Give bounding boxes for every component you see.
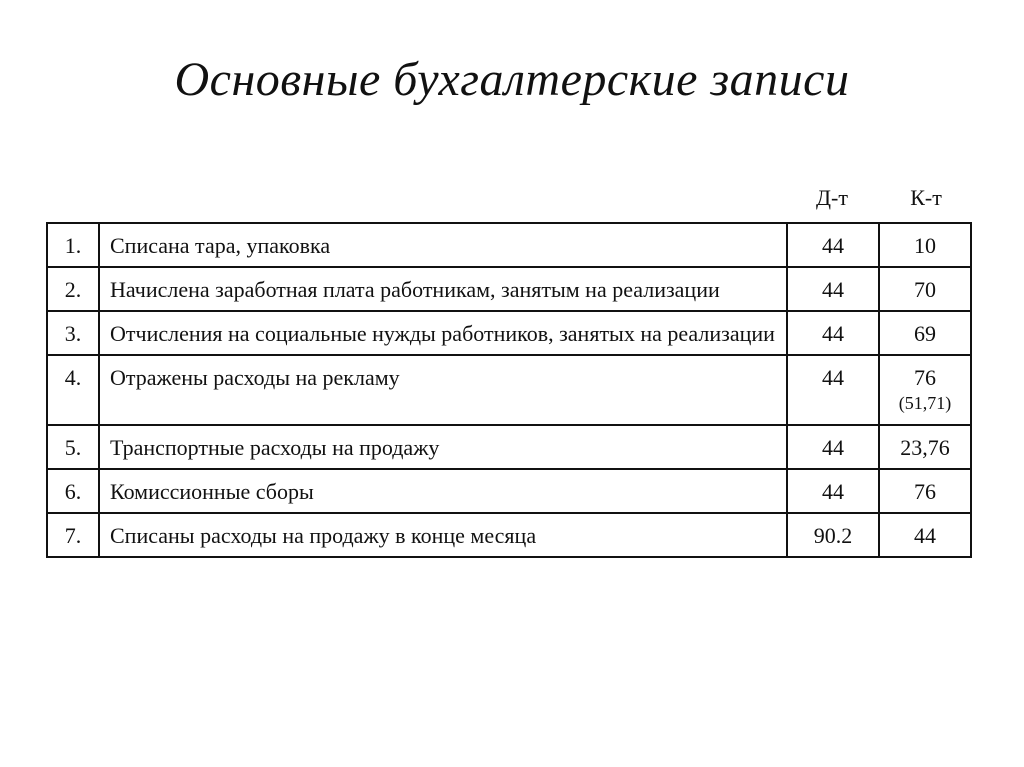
row-debit: 44 (787, 469, 879, 513)
row-debit: 90.2 (787, 513, 879, 557)
row-debit: 44 (787, 425, 879, 469)
row-debit: 44 (787, 355, 879, 425)
row-description: Отчисления на социальные нужды работников, занятых на реализации (99, 311, 787, 355)
row-number: 6. (47, 469, 99, 513)
page-title: Основные бухгалтерские записи (174, 53, 850, 106)
table-row (47, 267, 971, 311)
table-row (47, 425, 971, 469)
row-debit: 44 (787, 267, 879, 311)
row-description: Начислена заработная плата работникам, занятым на реализации (99, 267, 787, 311)
accounting-entries-table (46, 222, 972, 558)
row-credit-value: 23,76 (900, 435, 950, 460)
row-number: 5. (47, 425, 99, 469)
column-headers (0, 185, 1024, 213)
row-credit (879, 425, 971, 469)
row-description: Списаны расходы на продажу в конце месяца (99, 513, 787, 557)
row-description: Отражены расходы на рекламу (99, 355, 787, 425)
table-row (47, 513, 971, 557)
row-credit-value: 70 (914, 277, 936, 302)
row-number: 1. (47, 223, 99, 267)
row-credit (879, 513, 971, 557)
row-description: Транспортные расходы на продажу (99, 425, 787, 469)
row-description: Списана тара, упаковка (99, 223, 787, 267)
debit-column-header: Д-т (816, 185, 848, 210)
row-credit-subaccounts: (51,71) (898, 393, 952, 413)
row-number: 2. (47, 267, 99, 311)
row-description: Комиссионные сборы (99, 469, 787, 513)
row-credit-value: 44 (914, 523, 936, 548)
row-credit-value: 10 (914, 233, 936, 258)
row-debit: 44 (787, 223, 879, 267)
row-credit (879, 223, 971, 267)
row-credit (879, 267, 971, 311)
row-credit (879, 311, 971, 355)
row-credit-value: 76 (914, 479, 936, 504)
table-row (47, 223, 971, 267)
row-credit (879, 469, 971, 513)
credit-column-header: К-т (910, 185, 942, 210)
row-debit: 44 (787, 311, 879, 355)
table-row (47, 469, 971, 513)
table-row (47, 311, 971, 355)
row-credit-value: 76 (914, 365, 936, 390)
row-number: 4. (47, 355, 99, 425)
row-credit (879, 355, 971, 425)
table-row (47, 355, 971, 425)
row-number: 7. (47, 513, 99, 557)
row-number: 3. (47, 311, 99, 355)
row-credit-value: 69 (914, 321, 936, 346)
